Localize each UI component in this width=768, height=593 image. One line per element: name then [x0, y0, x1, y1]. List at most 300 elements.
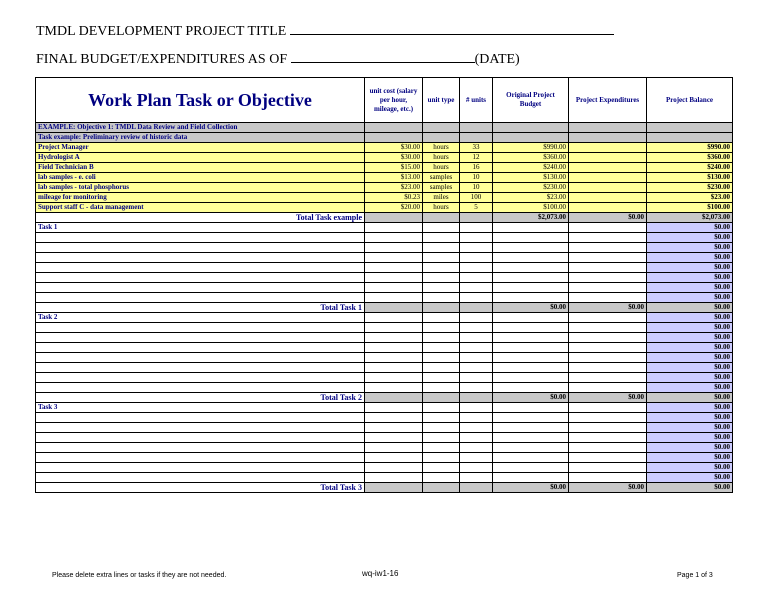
task-2-total-label: Total Task 2: [36, 393, 365, 403]
line-item-unit-cost[interactable]: [365, 273, 423, 283]
line-item-unit-cost[interactable]: [365, 343, 423, 353]
task-2-line-row: [36, 383, 733, 393]
line-item-balance: $990.00: [647, 143, 733, 153]
task-1-line-row: [36, 273, 733, 283]
line-item-units[interactable]: 5: [460, 203, 493, 213]
empty-cell[interactable]: [460, 223, 493, 233]
line-item-name[interactable]: [36, 443, 365, 453]
task-1-total-row: [36, 303, 733, 313]
line-item-name[interactable]: mileage for monitoring: [36, 193, 365, 203]
line-item-budget: $130.00: [493, 173, 569, 183]
line-item-name[interactable]: [36, 323, 365, 333]
line-item-unit-cost[interactable]: [365, 473, 423, 483]
empty-cell[interactable]: [365, 403, 423, 413]
line-item-expenditures[interactable]: [569, 193, 647, 203]
empty-cell: [569, 123, 647, 133]
empty-cell[interactable]: [493, 223, 569, 233]
line-item-expenditures[interactable]: [569, 233, 647, 243]
line-item-budget[interactable]: [493, 323, 569, 333]
line-item-units[interactable]: [460, 293, 493, 303]
line-item-name[interactable]: [36, 353, 365, 363]
line-item-budget[interactable]: [493, 383, 569, 393]
line-item-unit-type[interactable]: miles: [423, 193, 460, 203]
task-line-balance: $0.00: [647, 443, 733, 453]
line-item-budget[interactable]: [493, 283, 569, 293]
line-item-unit-cost[interactable]: [365, 413, 423, 423]
project-title-blank[interactable]: [290, 20, 614, 35]
line-item-unit-type[interactable]: [423, 413, 460, 423]
line-item-budget: $240.00: [493, 163, 569, 173]
line-item-units[interactable]: 10: [460, 173, 493, 183]
task-line-balance: $0.00: [647, 403, 733, 413]
line-item-name[interactable]: [36, 433, 365, 443]
task-2-line-row: [36, 373, 733, 383]
line-item-unit-cost[interactable]: [365, 363, 423, 373]
empty-cell: [423, 213, 460, 223]
budget-table: [35, 77, 733, 493]
line-item-expenditures[interactable]: [569, 343, 647, 353]
task-2-line-row: [36, 343, 733, 353]
total-example-budget: $2,073.00: [493, 213, 569, 223]
line-item-unit-type[interactable]: hours: [423, 203, 460, 213]
task-3-line-row: [36, 443, 733, 453]
empty-cell: [423, 303, 460, 313]
line-item-expenditures[interactable]: [569, 243, 647, 253]
line-item-unit-type[interactable]: [423, 343, 460, 353]
task-line-balance: $0.00: [647, 283, 733, 293]
example-objective: EXAMPLE: Objective 1: TMDL Data Review and Field Collection: [36, 123, 365, 133]
line-item-budget[interactable]: [493, 353, 569, 363]
line-item-units[interactable]: [460, 383, 493, 393]
line-item-budget[interactable]: [493, 373, 569, 383]
line-item-unit-type[interactable]: [423, 243, 460, 253]
empty-cell[interactable]: [569, 223, 647, 233]
line-item-expenditures[interactable]: [569, 153, 647, 163]
line-item-budget[interactable]: [493, 333, 569, 343]
line-item-expenditures[interactable]: [569, 323, 647, 333]
example-objective-row: [36, 123, 733, 133]
line-item-unit-cost[interactable]: $23.00: [365, 183, 423, 193]
line-item-balance: $100.00: [647, 203, 733, 213]
line-item-name[interactable]: [36, 463, 365, 473]
line-item-unit-cost[interactable]: [365, 453, 423, 463]
line-item-unit-cost[interactable]: [365, 443, 423, 453]
line-item-unit-cost[interactable]: $15.00: [365, 163, 423, 173]
line-item-unit-cost[interactable]: [365, 333, 423, 343]
line-item-units[interactable]: [460, 323, 493, 333]
footer-code: wq-iw1-16: [362, 569, 399, 578]
task-3-line-row: [36, 433, 733, 443]
project-title-label: TMDL DEVELOPMENT PROJECT TITLE: [36, 24, 287, 39]
line-item-name[interactable]: lab samples - total phosphorus: [36, 183, 365, 193]
empty-cell: [365, 483, 423, 493]
line-item-name[interactable]: [36, 283, 365, 293]
line-item-expenditures[interactable]: [569, 433, 647, 443]
task-total-budget: $0.00: [493, 303, 569, 313]
task-line-balance: $0.00: [647, 333, 733, 343]
task-1-line-row: [36, 283, 733, 293]
line-item-name[interactable]: [36, 423, 365, 433]
col-header-balance: Project Balance: [647, 78, 733, 123]
line-item-expenditures[interactable]: [569, 353, 647, 363]
empty-cell[interactable]: [569, 403, 647, 413]
line-item-units[interactable]: [460, 363, 493, 373]
task-line-balance: $0.00: [647, 433, 733, 443]
line-item-expenditures[interactable]: [569, 203, 647, 213]
line-item-unit-cost[interactable]: [365, 373, 423, 383]
line-item-budget[interactable]: [493, 233, 569, 243]
empty-cell[interactable]: [365, 223, 423, 233]
line-item-units[interactable]: [460, 243, 493, 253]
line-item-unit-type[interactable]: [423, 233, 460, 243]
task-1-line-row: [36, 243, 733, 253]
empty-cell: [493, 123, 569, 133]
task-2-line-row: [36, 333, 733, 343]
empty-cell[interactable]: [423, 313, 460, 323]
example-line-item: [36, 143, 733, 153]
task-line-balance: $0.00: [647, 313, 733, 323]
task-2-name[interactable]: Task 2: [36, 313, 365, 323]
empty-cell: [493, 133, 569, 143]
line-item-unit-cost[interactable]: [365, 243, 423, 253]
line-item-units[interactable]: [460, 233, 493, 243]
line-item-unit-type[interactable]: [423, 273, 460, 283]
line-item-unit-type[interactable]: hours: [423, 153, 460, 163]
task-2-header-row: [36, 313, 733, 323]
example-line-item: [36, 153, 733, 163]
line-item-budget[interactable]: [493, 463, 569, 473]
task-line-balance: $0.00: [647, 373, 733, 383]
column-header-row: [36, 78, 733, 123]
total-example-balance: $2,073.00: [647, 213, 733, 223]
line-item-unit-type[interactable]: [423, 333, 460, 343]
line-item-budget[interactable]: [493, 473, 569, 483]
line-item-expenditures[interactable]: [569, 363, 647, 373]
example-task-row: [36, 133, 733, 143]
line-item-expenditures[interactable]: [569, 293, 647, 303]
task-3-name[interactable]: Task 3: [36, 403, 365, 413]
task-3-total-row: [36, 483, 733, 493]
line-item-unit-cost[interactable]: [365, 423, 423, 433]
empty-cell: [365, 303, 423, 313]
task-line-balance: $0.00: [647, 323, 733, 333]
line-item-expenditures[interactable]: [569, 333, 647, 343]
task-2-total-row: [36, 393, 733, 403]
line-item-unit-cost[interactable]: [365, 323, 423, 333]
empty-cell: [365, 213, 423, 223]
line-item-budget[interactable]: [493, 253, 569, 263]
line-item-units[interactable]: [460, 413, 493, 423]
line-item-budget: $23.00: [493, 193, 569, 203]
line-item-unit-cost[interactable]: [365, 383, 423, 393]
task-1-total-label: Total Task 1: [36, 303, 365, 313]
line-item-expenditures[interactable]: [569, 423, 647, 433]
empty-cell: [460, 123, 493, 133]
line-item-unit-cost[interactable]: $30.00: [365, 153, 423, 163]
line-item-expenditures[interactable]: [569, 273, 647, 283]
line-item-expenditures[interactable]: [569, 373, 647, 383]
task-total-expenditures: $0.00: [569, 393, 647, 403]
task-2-line-row: [36, 323, 733, 333]
project-title-line: [36, 20, 614, 40]
example-line-item: [36, 173, 733, 183]
empty-cell: [423, 483, 460, 493]
line-item-units[interactable]: [460, 253, 493, 263]
line-item-name[interactable]: lab samples - e. coli: [36, 173, 365, 183]
line-item-name[interactable]: [36, 413, 365, 423]
task-1-name[interactable]: Task 1: [36, 223, 365, 233]
line-item-expenditures[interactable]: [569, 253, 647, 263]
empty-cell[interactable]: [365, 313, 423, 323]
task-1-line-row: [36, 293, 733, 303]
line-item-units[interactable]: 10: [460, 183, 493, 193]
task-total-balance: $0.00: [647, 483, 733, 493]
task-line-balance: $0.00: [647, 383, 733, 393]
task-line-balance: $0.00: [647, 363, 733, 373]
task-line-balance: $0.00: [647, 273, 733, 283]
line-item-unit-type[interactable]: [423, 253, 460, 263]
line-item-budget[interactable]: [493, 263, 569, 273]
line-item-units[interactable]: [460, 443, 493, 453]
line-item-expenditures[interactable]: [569, 453, 647, 463]
line-item-expenditures[interactable]: [569, 413, 647, 423]
line-item-balance: $23.00: [647, 193, 733, 203]
line-item-unit-type[interactable]: [423, 433, 460, 443]
line-item-expenditures[interactable]: [569, 183, 647, 193]
line-item-unit-type[interactable]: [423, 353, 460, 363]
task-line-balance: $0.00: [647, 253, 733, 263]
line-item-unit-type[interactable]: [423, 263, 460, 273]
example-line-item: [36, 163, 733, 173]
line-item-budget[interactable]: [493, 363, 569, 373]
line-item-unit-cost[interactable]: $13.00: [365, 173, 423, 183]
task-1-line-row: [36, 263, 733, 273]
line-item-balance: $130.00: [647, 173, 733, 183]
line-item-name[interactable]: [36, 473, 365, 483]
line-item-unit-type[interactable]: [423, 453, 460, 463]
task-3-line-row: [36, 463, 733, 473]
col-header-unit-type: unit type: [423, 78, 460, 123]
line-item-unit-type[interactable]: hours: [423, 163, 460, 173]
line-item-units[interactable]: [460, 283, 493, 293]
line-item-units[interactable]: [460, 353, 493, 363]
line-item-budget[interactable]: [493, 413, 569, 423]
line-item-units[interactable]: [460, 273, 493, 283]
line-item-budget[interactable]: [493, 273, 569, 283]
line-item-units[interactable]: [460, 433, 493, 443]
line-item-budget: $990.00: [493, 143, 569, 153]
empty-cell: [365, 393, 423, 403]
col-header-unit-cost: unit cost (salary per hour, mileage, etc.): [365, 78, 423, 123]
line-item-unit-cost[interactable]: $30.00: [365, 143, 423, 153]
date-label: (DATE): [474, 52, 520, 67]
line-item-unit-cost[interactable]: [365, 283, 423, 293]
line-item-budget[interactable]: [493, 453, 569, 463]
line-item-budget[interactable]: [493, 243, 569, 253]
empty-cell: [423, 393, 460, 403]
line-item-name[interactable]: Hydrologist A: [36, 153, 365, 163]
line-item-name[interactable]: [36, 233, 365, 243]
line-item-unit-type[interactable]: [423, 363, 460, 373]
line-item-units[interactable]: [460, 423, 493, 433]
line-item-units[interactable]: [460, 263, 493, 273]
footer-note: Please delete extra lines or tasks if they are not needed.: [52, 572, 227, 579]
line-item-budget[interactable]: [493, 293, 569, 303]
line-item-budget: $230.00: [493, 183, 569, 193]
line-item-unit-type[interactable]: [423, 473, 460, 483]
task-line-balance: $0.00: [647, 233, 733, 243]
line-item-name[interactable]: [36, 383, 365, 393]
empty-cell: [365, 123, 423, 133]
empty-cell[interactable]: [460, 403, 493, 413]
line-item-name[interactable]: [36, 293, 365, 303]
example-line-item: [36, 193, 733, 203]
line-item-expenditures[interactable]: [569, 173, 647, 183]
line-item-expenditures[interactable]: [569, 143, 647, 153]
empty-cell[interactable]: [569, 313, 647, 323]
line-item-balance: $240.00: [647, 163, 733, 173]
task-line-balance: $0.00: [647, 463, 733, 473]
empty-cell: [569, 133, 647, 143]
line-item-name[interactable]: [36, 373, 365, 383]
footer-page: Page 1 of 3: [677, 572, 713, 579]
line-item-expenditures[interactable]: [569, 443, 647, 453]
example-line-item: [36, 183, 733, 193]
line-item-budget: $360.00: [493, 153, 569, 163]
empty-cell: [460, 133, 493, 143]
task-total-budget: $0.00: [493, 393, 569, 403]
line-item-name[interactable]: Support staff C - data management: [36, 203, 365, 213]
line-item-expenditures[interactable]: [569, 163, 647, 173]
line-item-units[interactable]: [460, 453, 493, 463]
empty-cell[interactable]: [493, 313, 569, 323]
line-item-unit-type[interactable]: hours: [423, 143, 460, 153]
line-item-expenditures[interactable]: [569, 383, 647, 393]
total-example-expenditures: $0.00: [569, 213, 647, 223]
line-item-units[interactable]: [460, 333, 493, 343]
line-item-unit-cost[interactable]: [365, 233, 423, 243]
line-item-name[interactable]: [36, 363, 365, 373]
task-1-header-row: [36, 223, 733, 233]
line-item-unit-type[interactable]: [423, 373, 460, 383]
empty-cell: [647, 123, 733, 133]
task-1-line-row: [36, 253, 733, 263]
empty-cell[interactable]: [423, 403, 460, 413]
task-3-header-row: [36, 403, 733, 413]
task-line-balance: $0.00: [647, 353, 733, 363]
task-2-line-row: [36, 363, 733, 373]
line-item-unit-cost[interactable]: [365, 263, 423, 273]
line-item-unit-type[interactable]: [423, 463, 460, 473]
line-item-unit-type[interactable]: [423, 443, 460, 453]
col-header-original-budget: Original Project Budget: [493, 78, 569, 123]
line-item-unit-type[interactable]: [423, 283, 460, 293]
line-item-expenditures[interactable]: [569, 463, 647, 473]
line-item-name[interactable]: [36, 273, 365, 283]
task-total-budget: $0.00: [493, 483, 569, 493]
line-item-units[interactable]: 16: [460, 163, 493, 173]
task-2-line-row: [36, 353, 733, 363]
line-item-name[interactable]: [36, 253, 365, 263]
line-item-unit-cost[interactable]: [365, 253, 423, 263]
col-header-expenditures: Project Expenditures: [569, 78, 647, 123]
empty-cell: [423, 123, 460, 133]
task-line-balance: $0.00: [647, 413, 733, 423]
line-item-units[interactable]: [460, 473, 493, 483]
task-line-balance: $0.00: [647, 263, 733, 273]
table-title: Work Plan Task or Objective: [36, 78, 365, 123]
line-item-expenditures[interactable]: [569, 473, 647, 483]
task-total-expenditures: $0.00: [569, 483, 647, 493]
line-item-unit-cost[interactable]: [365, 293, 423, 303]
line-item-balance: $230.00: [647, 183, 733, 193]
line-item-name[interactable]: [36, 263, 365, 273]
line-item-units[interactable]: 100: [460, 193, 493, 203]
line-item-name[interactable]: Project Manager: [36, 143, 365, 153]
line-item-name[interactable]: [36, 243, 365, 253]
empty-cell: [460, 303, 493, 313]
line-item-unit-type[interactable]: [423, 293, 460, 303]
line-item-units[interactable]: 12: [460, 153, 493, 163]
empty-cell[interactable]: [460, 313, 493, 323]
task-total-balance: $0.00: [647, 303, 733, 313]
line-item-name[interactable]: [36, 453, 365, 463]
line-item-expenditures[interactable]: [569, 263, 647, 273]
line-item-balance: $360.00: [647, 153, 733, 163]
line-item-unit-type[interactable]: samples: [423, 173, 460, 183]
task-total-balance: $0.00: [647, 393, 733, 403]
task-line-balance: $0.00: [647, 343, 733, 353]
empty-cell: [460, 213, 493, 223]
task-line-balance: $0.00: [647, 423, 733, 433]
line-item-units[interactable]: [460, 343, 493, 353]
line-item-name[interactable]: Field Technician B: [36, 163, 365, 173]
col-header-units: # units: [460, 78, 493, 123]
date-blank[interactable]: [291, 48, 475, 63]
line-item-budget[interactable]: [493, 343, 569, 353]
empty-cell: [423, 133, 460, 143]
budget-label: FINAL BUDGET/EXPENDITURES AS OF: [36, 52, 288, 67]
total-task-example-label: Total Task example: [36, 213, 365, 223]
line-item-unit-cost[interactable]: [365, 463, 423, 473]
task-3-total-label: Total Task 3: [36, 483, 365, 493]
task-line-balance: $0.00: [647, 243, 733, 253]
line-item-unit-type[interactable]: [423, 423, 460, 433]
line-item-budget[interactable]: [493, 423, 569, 433]
line-item-unit-cost[interactable]: [365, 433, 423, 443]
line-item-unit-cost[interactable]: [365, 353, 423, 363]
line-item-units[interactable]: [460, 373, 493, 383]
empty-cell: [460, 393, 493, 403]
line-item-unit-cost[interactable]: $20.00: [365, 203, 423, 213]
line-item-budget[interactable]: [493, 443, 569, 453]
line-item-name[interactable]: [36, 333, 365, 343]
line-item-unit-type[interactable]: [423, 383, 460, 393]
line-item-unit-type[interactable]: [423, 323, 460, 333]
line-item-unit-type[interactable]: samples: [423, 183, 460, 193]
line-item-name[interactable]: [36, 343, 365, 353]
empty-cell[interactable]: [493, 403, 569, 413]
empty-cell[interactable]: [423, 223, 460, 233]
line-item-budget[interactable]: [493, 433, 569, 443]
task-line-balance: $0.00: [647, 293, 733, 303]
line-item-expenditures[interactable]: [569, 283, 647, 293]
line-item-unit-cost[interactable]: $0.23: [365, 193, 423, 203]
task-line-balance: $0.00: [647, 453, 733, 463]
budget-date-line: [36, 48, 520, 68]
line-item-units[interactable]: [460, 463, 493, 473]
line-item-units[interactable]: 33: [460, 143, 493, 153]
